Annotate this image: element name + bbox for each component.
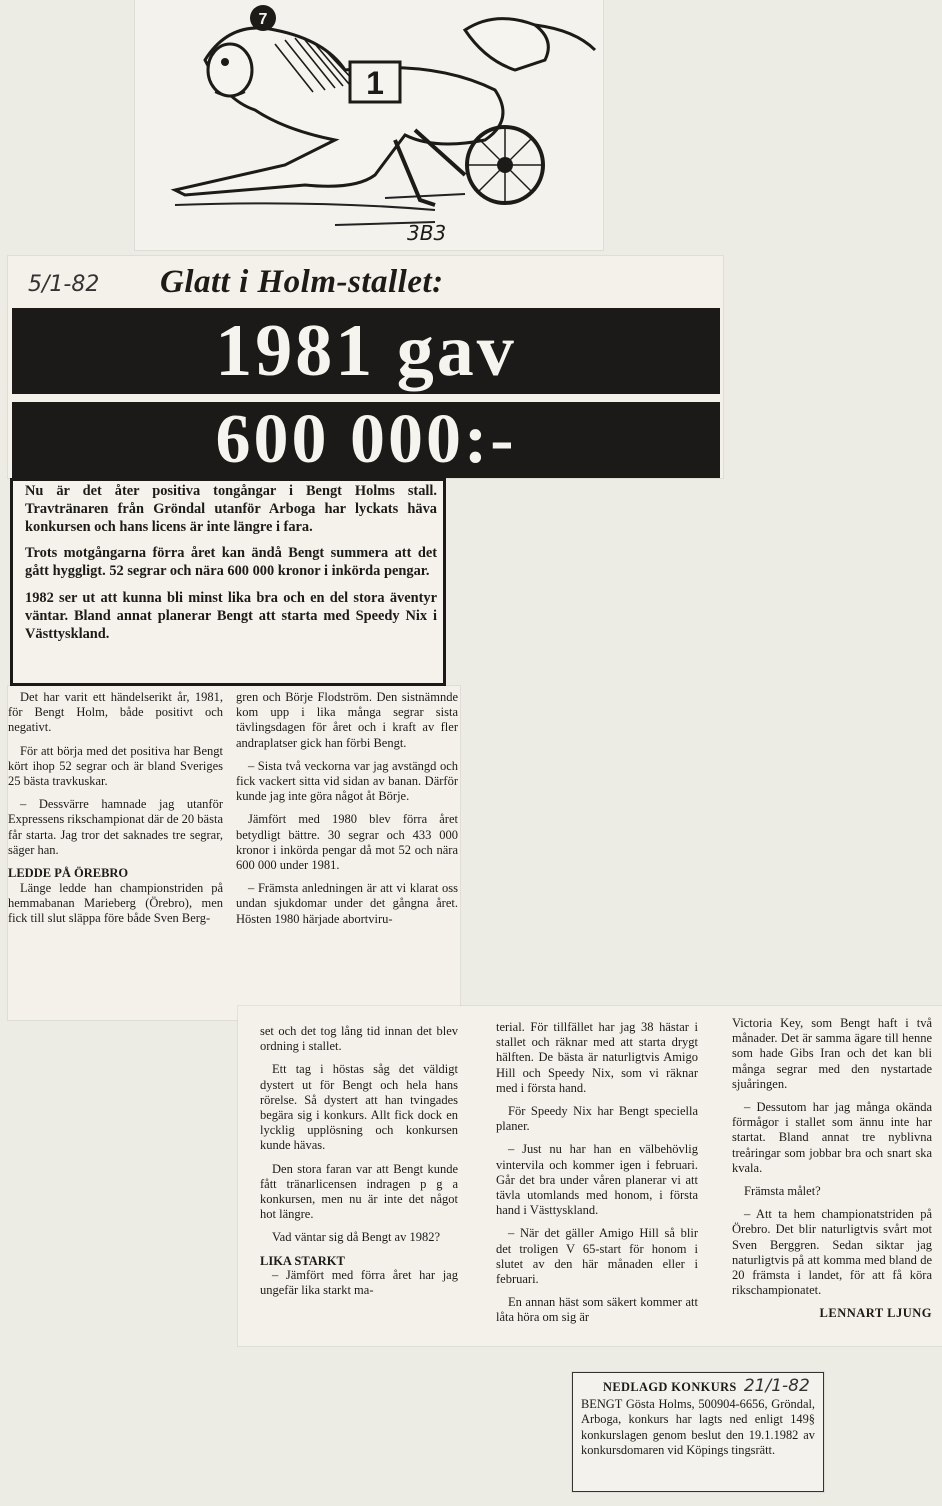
- handwritten-date: 5/1-82: [28, 272, 100, 297]
- kicker-headline: Glatt i Holm-stallet:: [160, 264, 444, 300]
- body-paragraph: – Dessvärre hamnade jag utanför Expressens rikschampionat där de 20 bästa får starta. Jag tror det saknades tre segrar, säger han.: [8, 797, 223, 857]
- notice-title: NEDLAGD KONKURS: [603, 1380, 737, 1394]
- body-paragraph: – Att ta hem championatstriden på Örebro. Det blir naturligtvis svårt mot Sven Berggren. Sedan siktar jag naturligtvis på att komma med bland de 20 främsta i landet, för att få köra rikschampionatet.: [732, 1207, 932, 1298]
- body-paragraph: – Dessutom har jag många okända förmågor i stallet som ännu inte har startat. Bland annat tre nyblivna treåringar som jobbar bra och snart ska kvala.: [732, 1100, 932, 1175]
- artist-signature: 3B3: [407, 221, 447, 245]
- body-column-1: [8, 690, 223, 1020]
- body-paragraph: – Främsta anledningen är att vi klarat oss undan sjukdomar under det gångna året. Hösten 1980 härjade abortviru-: [236, 881, 458, 926]
- body-paragraph: Ett tag i höstas såg det väldigt dystert ut för Bengt och hela hans rörelse. Så dystert att han tvingades begära sig i konkurs. Allt fick dock en lycklig upplösning och konkursen kunde hävas.: [260, 1062, 458, 1153]
- body-paragraph: Jämfört med 1980 blev förra året betydligt bättre. 30 segrar och 433 000 kronor i inkörda pengar då mot 52 och nära 600 000 under 1981.: [236, 812, 458, 873]
- notice-clipping: [572, 1372, 824, 1492]
- body-paragraph: Victoria Key, som Bengt haft i två månader. Det är samma ägare till henne som hade Gibs Iran och det kan bli många segrar med den nystartade sjuåringen.: [732, 1016, 932, 1091]
- subheading: LIKA STARKT: [260, 1253, 345, 1268]
- body-paragraph: Främsta målet?: [744, 1184, 821, 1199]
- body-paragraph: En annan häst som säkert kommer att låta höra om sig är: [496, 1295, 698, 1325]
- body-paragraph: – Sista två veckorna var jag avstängd och fick vackert sitta vid sidan av banan. Därför kunde jag inte göra något åt Börje.: [236, 758, 458, 804]
- notice-handwritten-date: 21/1-82: [743, 1376, 810, 1396]
- lead-box: [10, 478, 446, 686]
- body-paragraph: – När det gäller Amigo Hill så blir det troligen V 65-start för honom i slutet av den här månaden eller i februari.: [496, 1226, 698, 1287]
- body-paragraph: gren och Börje Flodström. Den sistnämnde kom upp i lika många segrar sista tävlingsdagen för året och i kraft av fler andraplatser gick han förbi Bengt.: [236, 690, 458, 750]
- body-paragraph: set och det tog lång tid innan det blev ordning i stallet.: [260, 1024, 458, 1054]
- byline: LENNART LJUNG: [819, 1306, 932, 1321]
- body-paragraph: Vad väntar sig då Bengt av 1982?: [272, 1230, 441, 1245]
- lead-paragraph: Trots motgångarna förra året kan ändå Bengt summera att det gått hyggligt. 52 segrar och nära 600 000 kronor i inkörda pengar.: [25, 545, 437, 580]
- trotting-horse-illustration: [135, 0, 603, 250]
- body-paragraph: För att börja med det positiva har Bengt kört ihop 52 segrar och är bland Sveriges 25 bästa travkuskar.: [8, 743, 223, 789]
- headline-line-2: 600 000:-: [12, 402, 720, 478]
- body-paragraph: – Just nu har han en välbehövlig vintervila och kommer igen i februari. Går det bra under våren planerar vi att tävla utomlands med honom, i första hand i Västtyskland.: [496, 1142, 698, 1218]
- body-clipping-lower: [238, 1006, 942, 1346]
- body-paragraph: För Speedy Nix har Bengt speciella planer.: [496, 1104, 698, 1134]
- body-paragraph: terial. För tillfället har jag 38 hästar i stallet och räknar med att starta drygt hälften. De bästa är naturligtvis Amigo Hill och Speedy Nix, som vi räknar med i första hand.: [496, 1020, 698, 1095]
- body-column-2: [236, 690, 458, 1020]
- bib-number: 1: [366, 65, 384, 101]
- notice-text: BENGT Gösta Holms, 500904-6656, Gröndal, Arboga, konkurs har lagts ned enligt 149§ konkurslagen genom beslut den 19.1.1982 av konkursdomaren vid Köpings tingsrätt.: [581, 1397, 815, 1457]
- body-column-4: [496, 1020, 698, 1334]
- body-paragraph: Länge ledde han championstriden på hemmabanan Marieberg (Örebro), men fick till slut släppa före både Sven Berg-: [8, 880, 223, 925]
- cartoon-clipping: [135, 0, 603, 250]
- body-column-3: [260, 1024, 458, 1307]
- subheading: LEDDE PÅ ÖREBRO: [8, 866, 129, 881]
- body-paragraph: Det har varit ett händelserikt år, 1981, för Bengt Holm, både positivt och negativt.: [8, 690, 223, 735]
- body-paragraph: Den stora faran var att Bengt kunde fått tränarlicensen indragen p g a konkursen, men nu är inte det något hot längre.: [260, 1161, 458, 1222]
- cap-number: 7: [258, 11, 268, 28]
- lead-paragraph: 1982 ser ut att kunna bli minst lika bra och en del stora äventyr väntar. Bland annat planerar Bengt att starta med Speedy Nix i Västtyskland.: [25, 589, 437, 642]
- lead-paragraph: Nu är det åter positiva tongångar i Bengt Holms stall. Travtränaren från Gröndal utanför Arboga har lyckats häva konkursen och hans licens är inte längre i fara.: [25, 483, 437, 535]
- headline-line-1: 1981 gav: [12, 308, 720, 394]
- body-paragraph: – Jämfört med förra året har jag ungefär lika starkt ma-: [260, 1268, 458, 1298]
- body-column-5: [732, 1016, 932, 1330]
